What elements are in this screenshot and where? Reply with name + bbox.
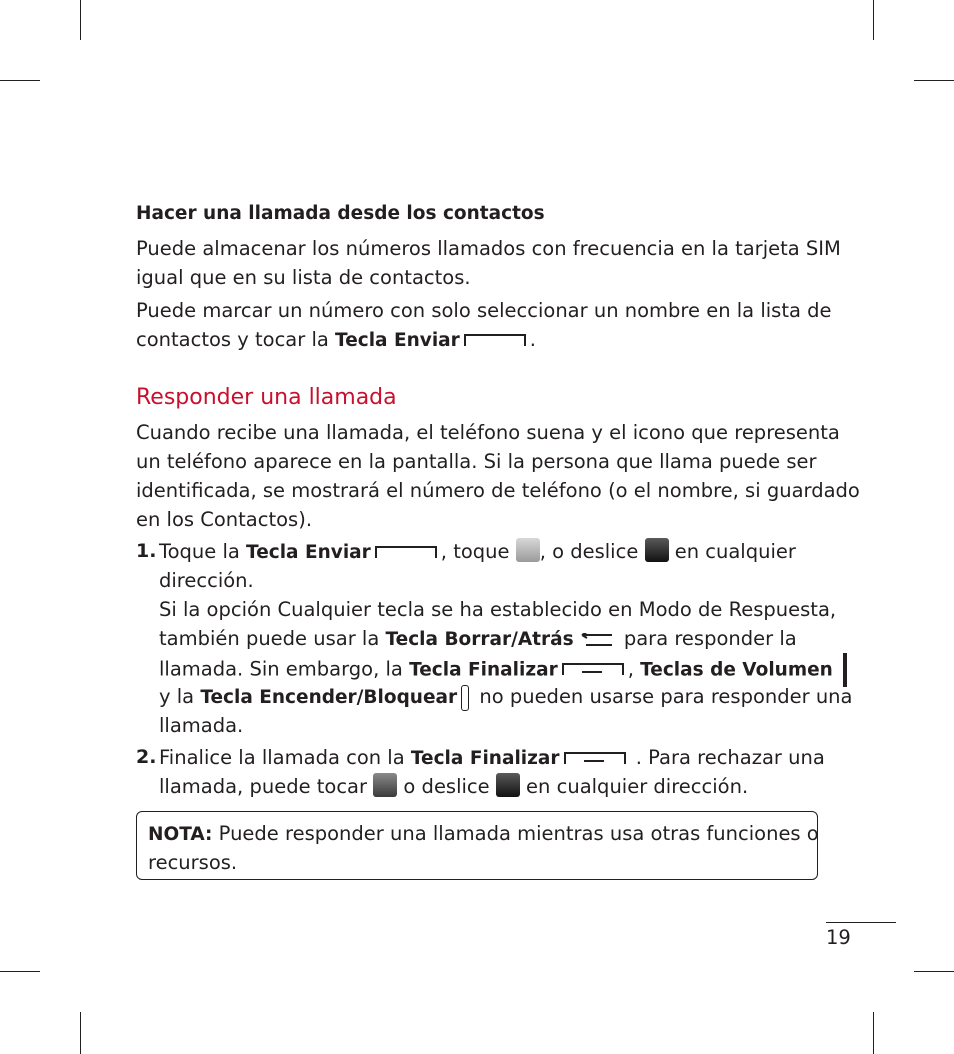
paragraph-line: en los Contactos).: [136, 508, 313, 531]
text: Finalice la llamada con la: [159, 746, 411, 769]
text: ,: [627, 657, 641, 681]
paragraph-line: [136, 325, 536, 355]
power-key-icon: [461, 685, 469, 711]
text: llamada. Sin embargo, la: [159, 657, 410, 681]
text: . Para rechazar una: [629, 746, 825, 769]
volume-keys-label: Teclas de Volumen: [640, 659, 833, 681]
text: para responder la: [617, 627, 797, 650]
text: , toque: [440, 540, 516, 563]
paragraph-line: un teléfono aparece en la pantalla. Si la persona que llama puede ser: [136, 450, 817, 473]
list-item-line: [159, 772, 748, 801]
reject-icon: [373, 773, 397, 797]
page-number: 19: [826, 926, 851, 949]
send-key-label: Tecla Enviar: [335, 330, 460, 351]
back-key-label: Tecla Borrar/Atrás: [385, 629, 574, 650]
text: Puede responder una llamada mientras usa otras funciones o: [212, 822, 819, 845]
paragraph-line: Cuando recibe una llamada, el teléfono suena y el icono que representa: [136, 421, 840, 444]
crop-mark: [873, 0, 874, 40]
paragraph-line: Puede marcar un número con solo seleccionar un nombre en la lista de: [136, 299, 832, 322]
list-number: 1.: [136, 540, 157, 562]
answer-slide-icon: [645, 538, 669, 562]
answer-icon: [516, 538, 540, 562]
text: , o deslice: [539, 540, 645, 563]
text: llamada, puede tocar: [159, 775, 374, 798]
crop-mark: [873, 1012, 874, 1054]
text: y la: [159, 685, 201, 708]
list-number: 2.: [136, 746, 157, 768]
list-item-line: [159, 682, 853, 712]
note-line: [148, 819, 819, 849]
section-heading-contacts: Hacer una llamada desde los contactos: [136, 203, 545, 224]
crop-mark: [80, 1012, 81, 1054]
end-key-icon: [562, 663, 624, 675]
crop-mark: [0, 80, 40, 81]
crop-mark: [80, 0, 81, 40]
list-item-line: [159, 624, 797, 654]
back-key-icon: [578, 633, 614, 647]
page-number-rule: [826, 922, 896, 923]
section-heading-answer-call: Responder una llamada: [136, 385, 397, 410]
paragraph-line: igual que en su lista de contactos.: [136, 266, 471, 289]
reject-slide-icon: [496, 773, 520, 797]
note-label: NOTA:: [148, 824, 213, 845]
text: en cualquier: [668, 540, 796, 563]
paragraph-line: Puede almacenar los números llamados con frecuencia en la tarjeta SIM: [136, 237, 841, 260]
paragraph-line: identificada, se mostrará el número de teléfono (o el nombre, si guardado: [136, 479, 860, 502]
text: Toque la: [159, 540, 247, 563]
crop-mark: [0, 971, 40, 972]
text: o deslice: [397, 775, 496, 798]
text: .: [529, 328, 536, 351]
crop-mark: [914, 80, 954, 81]
send-key-icon: [464, 334, 526, 346]
list-item-line: [159, 743, 825, 773]
text: también puede usar la: [159, 627, 386, 650]
note-line: recursos.: [148, 851, 238, 874]
end-key-label: Tecla Finalizar: [410, 748, 560, 769]
power-key-label: Tecla Encender/Bloquear: [200, 687, 458, 708]
send-key-label: Tecla Enviar: [246, 542, 371, 563]
crop-mark: [914, 971, 954, 972]
list-item-line: llamada.: [159, 714, 244, 737]
list-item-line: dirección.: [159, 569, 254, 592]
list-item-line: [159, 537, 796, 567]
end-key-icon: [564, 752, 626, 764]
text: en cualquier dirección.: [519, 775, 749, 798]
send-key-icon: [375, 546, 437, 558]
text: contactos y tocar la: [136, 328, 336, 351]
list-item-line: Si la opción Cualquier tecla se ha establecido en Modo de Respuesta,: [159, 598, 837, 621]
text: no pueden usarse para responder una: [473, 685, 853, 708]
end-key-label: Tecla Finalizar: [409, 659, 558, 681]
